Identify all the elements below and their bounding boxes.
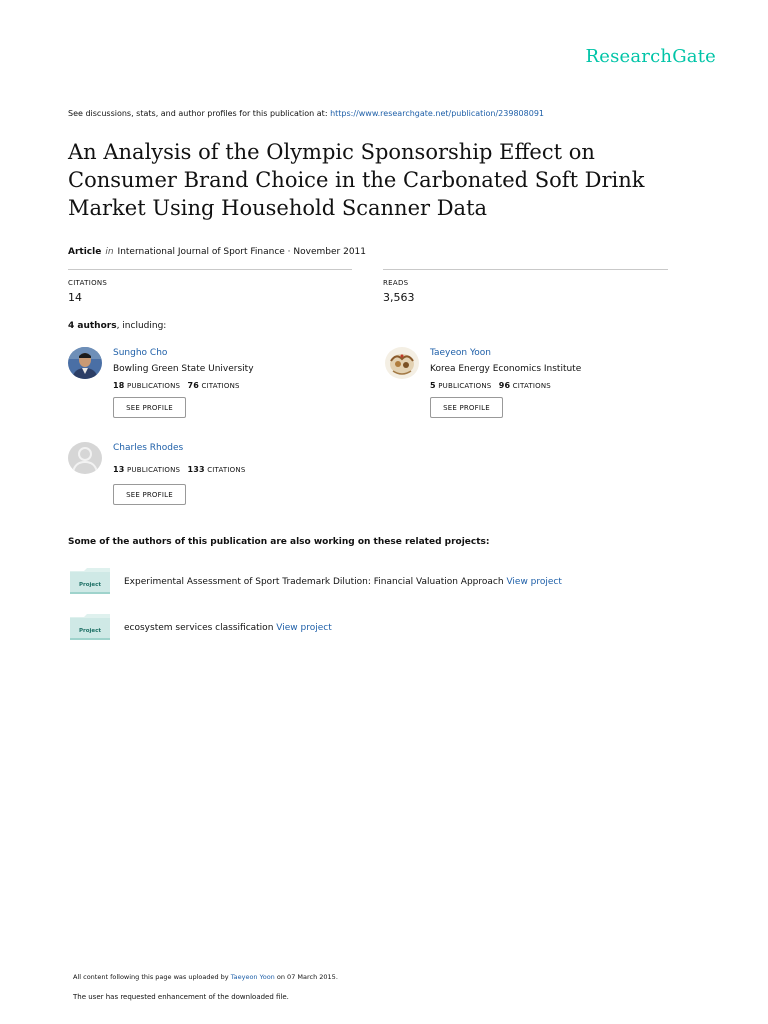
author-citations-count: 96 (498, 381, 511, 390)
publications-label: PUBLICATIONS (126, 382, 181, 390)
author-institution: Bowling Green State University (113, 364, 254, 374)
authors-count: 4 authors (68, 321, 117, 331)
publication-url-link[interactable]: https://www.researchgate.net/publication/239808091 (330, 109, 544, 118)
publication-type: Article (68, 247, 102, 257)
related-projects-heading: Some of the authors of this publication are also working on these related projects: (68, 537, 490, 547)
author-citations-label: CITATIONS (512, 382, 551, 390)
author-name[interactable]: Taeyeon Yoon (430, 348, 492, 358)
journal-date: International Journal of Sport Finance · November 2011 (117, 247, 366, 257)
reads-label: READS (383, 279, 409, 287)
uploader-link[interactable]: Taeyeon Yoon (230, 973, 275, 981)
author-name[interactable]: Sungho Cho (113, 348, 168, 358)
project-text (124, 577, 562, 587)
related-project-item (70, 568, 690, 596)
citations-label: CITATIONS (68, 279, 108, 287)
author-avatar-placeholder[interactable] (68, 442, 102, 474)
related-project-item (70, 614, 690, 642)
project-icon-label: Project (78, 628, 102, 634)
author-citations-count: 133 (187, 465, 205, 474)
publications-count: 13 (113, 465, 125, 474)
see-profile-button[interactable]: SEE PROFILE (113, 397, 186, 418)
publications-count: 18 (113, 381, 125, 390)
project-title: ecosystem services classification (124, 623, 274, 633)
author-stats (113, 465, 245, 474)
project-text (124, 623, 332, 633)
author-card-taeyeon-yoon (385, 347, 685, 427)
author-citations-label: CITATIONS (207, 466, 246, 474)
author-citations-count: 76 (187, 381, 199, 390)
authors-heading (68, 321, 166, 331)
author-stats (430, 381, 551, 390)
reads-count: 3,563 (383, 291, 415, 304)
publication-meta (68, 247, 366, 257)
upload-prefix: All content following this page was uploaded by (73, 973, 229, 981)
citations-count: 14 (68, 291, 82, 304)
author-stats (113, 381, 240, 390)
author-citations-label: CITATIONS (201, 382, 240, 390)
project-folder-icon (70, 614, 110, 640)
see-profile-button[interactable]: SEE PROFILE (430, 397, 503, 418)
citations-divider (68, 269, 352, 270)
discussions-line (68, 109, 544, 118)
author-avatar[interactable] (68, 347, 102, 379)
upload-suffix: on 07 March 2015. (276, 973, 338, 981)
author-card-charles-rhodes (68, 442, 368, 522)
author-name[interactable]: Charles Rhodes (113, 443, 184, 453)
enhancement-notice: The user has requested enhancement of the downloaded file. (73, 993, 289, 1001)
publications-label: PUBLICATIONS (126, 466, 181, 474)
publication-title: An Analysis of the Olympic Sponsorship Effect on Consumer Brand Choice in the Carbonated Soft Drink Market Using Household Scanner Data (68, 140, 645, 220)
project-icon-label: Project (78, 582, 102, 588)
publications-label: PUBLICATIONS (438, 382, 492, 390)
project-title: Experimental Assessment of Sport Trademark Dilution: Financial Valuation Approach (124, 577, 504, 587)
publications-count: 5 (430, 381, 436, 390)
reads-divider (383, 269, 668, 270)
project-folder-icon (70, 568, 110, 594)
view-project-link[interactable]: View project (276, 623, 332, 633)
authors-suffix: , including: (116, 321, 167, 331)
see-profile-button[interactable]: SEE PROFILE (113, 484, 186, 505)
upload-info (73, 973, 338, 981)
researchgate-logo[interactable]: ResearchGate (585, 46, 716, 67)
view-project-link[interactable]: View project (506, 577, 562, 587)
meta-in: in (105, 247, 114, 257)
author-avatar[interactable] (385, 347, 419, 379)
author-institution: Korea Energy Economics Institute (430, 364, 582, 374)
author-card-sungho-cho (68, 347, 368, 427)
discussions-text: See discussions, stats, and author profiles for this publication at: (68, 109, 328, 118)
